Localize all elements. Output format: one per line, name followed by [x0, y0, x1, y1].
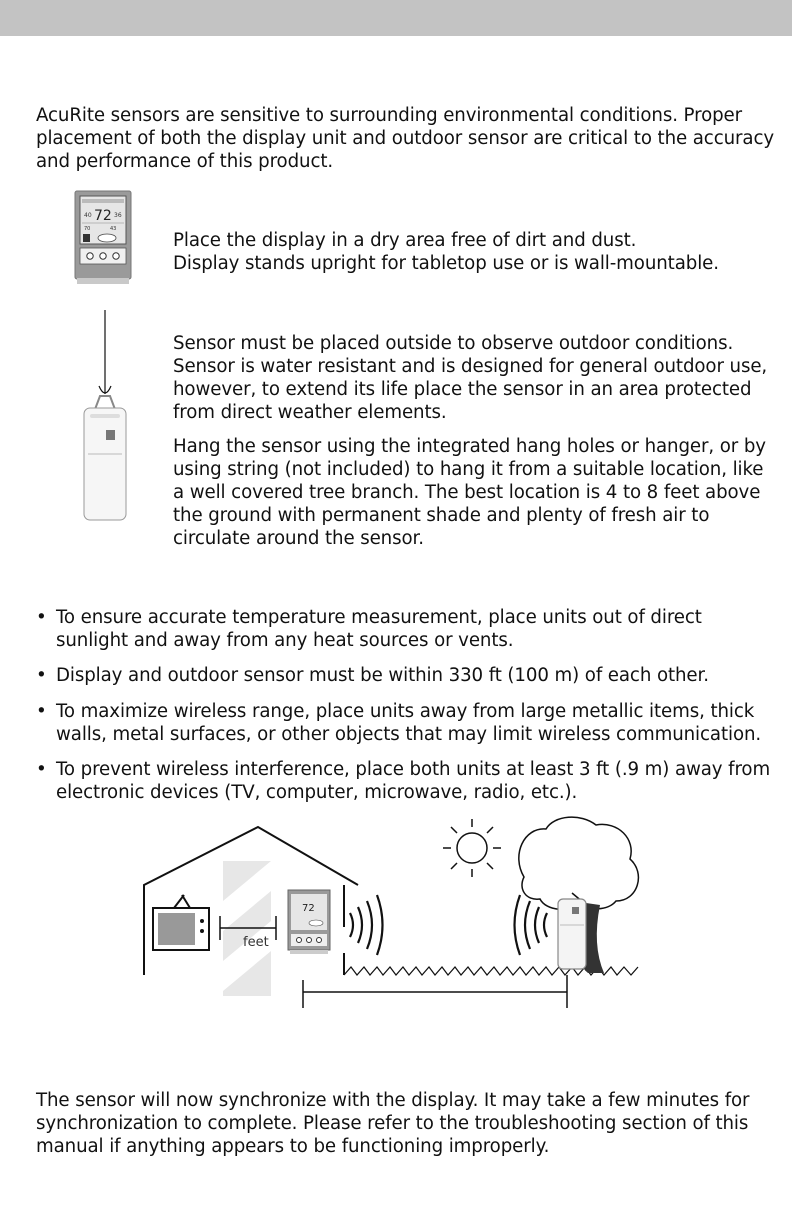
list-item: • To ensure accurate temperature measurement, place units out of direct sunlight and away from any heat sources or vents. [36, 607, 702, 651]
display-line-2: Display stands upright for tabletop use or is wall-mountable. [173, 253, 719, 274]
list-item: • To prevent wireless interference, place both units at least 3 ft (.9 m) away from electronic devices (TV, computer, microwave, radio, etc.). [36, 759, 771, 803]
svg-text:72: 72 [302, 903, 315, 914]
svg-text:70: 70 [84, 226, 91, 232]
svg-text:72: 72 [94, 208, 112, 224]
tips-list [36, 606, 776, 816]
signal-waves-icon [515, 895, 548, 955]
header-bar [0, 0, 792, 36]
display-line-1: Place the display in a dry area free of dirt and dust. [173, 230, 637, 251]
intro-paragraph: AcuRite sensors are sensitive to surrounding environmental conditions. Proper placement of both the display unit and outdoor sensor are critical to the accuracy and performance of this product. [36, 105, 775, 172]
list-item: • To maximize wireless range, place units away from large metallic items, thick walls, metal surfaces, or other objects that may limit wireless communication. [36, 701, 762, 745]
distance-label: feet [243, 935, 269, 950]
sensor-hanging-image [80, 308, 130, 523]
svg-text:40: 40 [84, 212, 92, 219]
display-unit-image [74, 190, 132, 286]
sensor-placement-text: Sensor must be placed outside to observe outdoor conditions. Sensor is water resistant and is designed for general outdoor use, however, to extend its life place the sensor in an area protected from direct weather elements. [173, 333, 768, 423]
signal-waves-icon [350, 895, 383, 955]
sun-icon [443, 819, 501, 877]
svg-text:43: 43 [110, 226, 117, 232]
display-placement-text [173, 229, 773, 275]
placement-diagram [126, 815, 651, 1015]
sensor-hanging-text: Hang the sensor using the integrated hang holes or hanger, or by using string (not included) to hang it from a suitable location, like a well covered tree branch. The best location is 4 to 8 feet above the ground with permanent shade and plenty of fresh air to circulate around the sensor. [173, 436, 766, 549]
sensor-icon [558, 899, 586, 969]
display-unit-icon [288, 890, 330, 954]
outro-paragraph: The sensor will now synchronize with the display. It may take a few minutes for synchronization to complete. Please refer to the troubleshooting section of this manual if anything appears to be functioning improperly. [36, 1090, 750, 1157]
svg-text:36: 36 [114, 212, 122, 219]
tv-icon [153, 895, 209, 950]
list-item: • Display and outdoor sensor must be within 330 ft (100 m) of each other. [36, 665, 709, 686]
